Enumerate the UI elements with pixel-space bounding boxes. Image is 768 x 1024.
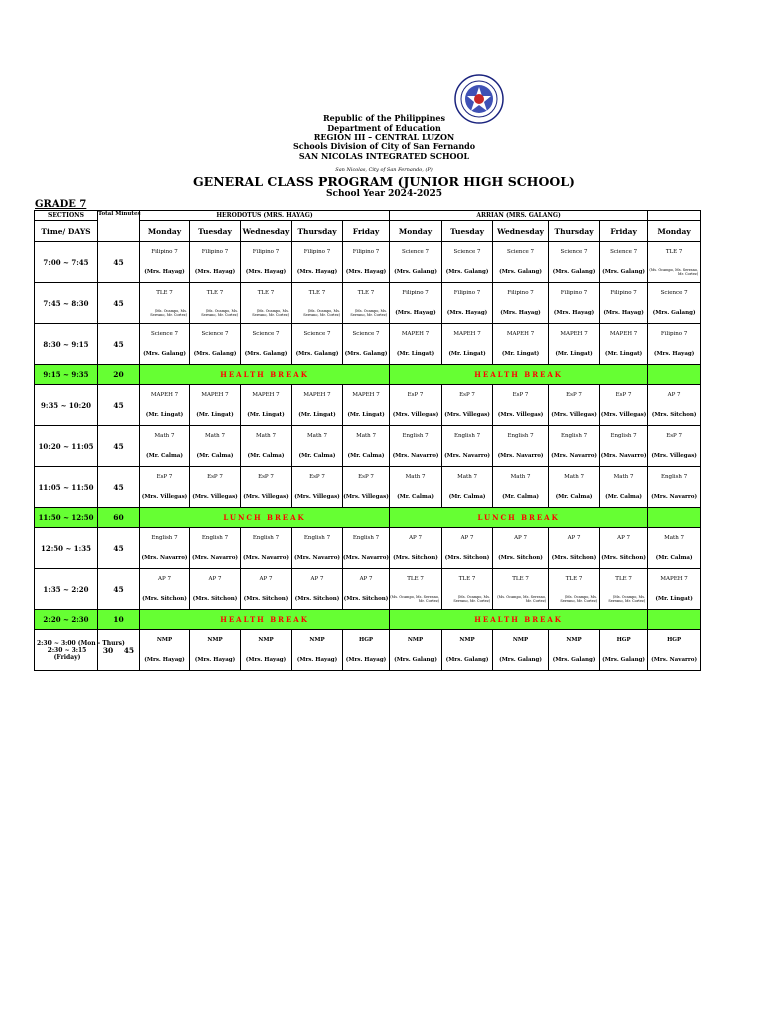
subject-cell: AP 7 [390, 528, 442, 549]
subject-cell: AP 7 [241, 569, 292, 590]
time-slot: 8:30 ~ 9:15 [35, 324, 98, 365]
day-header: Monday [390, 221, 442, 242]
division-heading: Schools Division of City of San Fernando [292, 141, 476, 151]
teacher-cell: (Mrs. Sitchon) [549, 548, 600, 569]
subject-cell: Science 7 [190, 324, 241, 345]
subject-cell: Filipino 7 [343, 242, 390, 263]
subject-cell: AP 7 [190, 569, 241, 590]
teacher-cell: (Mrs. Galang) [493, 262, 549, 283]
break-cell [648, 610, 701, 630]
subject-cell: AP 7 [292, 569, 343, 590]
section-arrian: ARRIAN (MRS. GALANG) [390, 211, 648, 221]
subject-cell: MAPEH 7 [190, 385, 241, 406]
time-line: (Friday) [53, 653, 81, 661]
teacher-cell: (Mrs. Villegas) [442, 405, 493, 426]
teacher-cell: (Mrs. Navarro) [343, 548, 390, 569]
subject-cell: TLE 7 [140, 283, 190, 304]
teacher-cell: (Mrs. Villegas) [241, 487, 292, 508]
subject-cell: AP 7 [493, 528, 549, 549]
subject-cell: TLE 7 [190, 283, 241, 304]
region-heading: REGION III – CENTRAL LUZON [313, 132, 455, 142]
teacher-cell: (Mrs. Navarro) [190, 548, 241, 569]
subject-cell: EsP 7 [549, 385, 600, 406]
teacher-cell: (Mrs. Villegas) [549, 405, 600, 426]
time-slot: 9:15 ~ 9:35 [35, 365, 98, 385]
subject-cell: Science 7 [648, 283, 701, 304]
total-minutes: 10 [98, 610, 140, 630]
table-row [35, 528, 701, 549]
teacher-cell: (Mrs. Hayag) [600, 303, 648, 324]
teacher-cell: (Ms. Ocampo, Ms. Serrano, Mr. Cortez) [390, 589, 442, 610]
total-minutes: 60 [98, 508, 140, 528]
teacher-cell: (Mrs. Villegas) [190, 487, 241, 508]
teacher-cell: (Mr. Lingat) [241, 405, 292, 426]
teacher-cell: (Mr. Calma) [549, 487, 600, 508]
teacher-cell: (Mrs. Navarro) [442, 446, 493, 467]
subject-cell: HGP [648, 630, 701, 651]
subject-cell: Science 7 [493, 242, 549, 263]
teacher-cell: (Mrs. Sitchon) [343, 589, 390, 610]
teacher-cell: (Mrs. Villegas) [493, 405, 549, 426]
subject-cell: TLE 7 [292, 283, 343, 304]
subject-cell: Math 7 [140, 426, 190, 447]
teacher-cell: (Mrs. Navarro) [241, 548, 292, 569]
teacher-cell: (Mrs. Navarro) [648, 650, 701, 671]
time-slot: 9:35 ~ 10:20 [35, 385, 98, 426]
total-minutes: 20 [98, 365, 140, 385]
teacher-cell: (Mrs. Navarro) [600, 446, 648, 467]
teacher-cell: (Ms. Ocampo, Ms. Serrano, Mr. Cortez) [493, 589, 549, 610]
subject-cell: Math 7 [442, 467, 493, 488]
subject-cell: HGP [600, 630, 648, 651]
page-title: GENERAL CLASS PROGRAM (JUNIOR HIGH SCHOOL) [193, 174, 575, 189]
subject-cell: Filipino 7 [648, 324, 701, 345]
teacher-cell: (Mrs. Galang) [390, 262, 442, 283]
teacher-cell: (Mrs. Sitchon) [600, 548, 648, 569]
teacher-cell: (Mr. Calma) [442, 487, 493, 508]
day-header: Wednesday [241, 221, 292, 242]
table-row [35, 242, 701, 263]
teacher-cell: (Mr. Lingat) [600, 344, 648, 365]
break-row [35, 365, 701, 385]
time-slot: 1:35 ~ 2:20 [35, 569, 98, 610]
subject-cell: EsP 7 [442, 385, 493, 406]
subject-cell: Math 7 [292, 426, 343, 447]
teacher-cell: (Ms. Ocampo, Ms. Serrano, Mr. Cortez) [549, 589, 600, 610]
subject-cell: AP 7 [648, 385, 701, 406]
table-row [35, 630, 701, 651]
subject-cell: AP 7 [549, 528, 600, 549]
subject-cell: English 7 [600, 426, 648, 447]
teacher-cell: (Mrs. Galang) [442, 650, 493, 671]
subject-cell: EsP 7 [190, 467, 241, 488]
subject-cell: NMP [292, 630, 343, 651]
subject-cell: Science 7 [241, 324, 292, 345]
subject-cell: NMP [549, 630, 600, 651]
subject-cell: MAPEH 7 [648, 569, 701, 590]
subject-cell: AP 7 [442, 528, 493, 549]
teacher-cell: (Mrs. Sitchon) [390, 548, 442, 569]
teacher-cell: (Mr. Calma) [140, 446, 190, 467]
table-row [35, 283, 701, 304]
day-header: Wednesday [493, 221, 549, 242]
break-label: HEALTH BREAK [390, 365, 648, 385]
subject-cell: TLE 7 [493, 569, 549, 590]
time-slot: 7:45 ~ 8:30 [35, 283, 98, 324]
subject-cell: NMP [442, 630, 493, 651]
subject-cell: Filipino 7 [140, 242, 190, 263]
teacher-cell: (Mrs. Galang) [190, 344, 241, 365]
break-row [35, 508, 701, 528]
subject-cell: MAPEH 7 [549, 324, 600, 345]
teacher-cell: (Ms. Ocampo, Ms. Serrano, Mr. Cortez) [343, 303, 390, 324]
subject-cell: English 7 [241, 528, 292, 549]
subject-cell: NMP [190, 630, 241, 651]
subject-cell: Science 7 [140, 324, 190, 345]
teacher-cell: (Mrs. Navarro) [648, 487, 701, 508]
subject-cell: MAPEH 7 [241, 385, 292, 406]
subject-cell: Filipino 7 [549, 283, 600, 304]
teacher-cell: (Mrs. Villegas) [390, 405, 442, 426]
time-line: 2:30 ~ 3:15 [47, 646, 87, 654]
subject-cell: Filipino 7 [241, 242, 292, 263]
day-header: Friday [343, 221, 390, 242]
grade-label: GRADE 7 [35, 199, 87, 210]
subject-cell: Science 7 [390, 242, 442, 263]
teacher-cell: (Mrs. Navarro) [390, 446, 442, 467]
table-row [35, 467, 701, 488]
subject-cell: EsP 7 [241, 467, 292, 488]
subject-cell: English 7 [493, 426, 549, 447]
subject-cell: Filipino 7 [493, 283, 549, 304]
subject-cell: English 7 [390, 426, 442, 447]
subject-cell: EsP 7 [648, 426, 701, 447]
subject-cell: EsP 7 [343, 467, 390, 488]
teacher-cell: (Mr. Calma) [493, 487, 549, 508]
subject-cell: TLE 7 [648, 242, 701, 263]
teacher-cell: (Mrs. Sitchon) [140, 589, 190, 610]
day-header: Friday [600, 221, 648, 242]
subject-cell: TLE 7 [343, 283, 390, 304]
school-year: School Year 2024-2025 [326, 189, 442, 199]
subject-cell: MAPEH 7 [292, 385, 343, 406]
teacher-cell: (Mrs. Villegas) [648, 446, 701, 467]
subject-cell: Science 7 [292, 324, 343, 345]
day-header: Monday [648, 221, 701, 242]
teacher-cell: (Mrs. Sitchon) [648, 405, 701, 426]
class-schedule-table [34, 210, 701, 671]
subject-cell: MAPEH 7 [390, 324, 442, 345]
subject-cell: NMP [493, 630, 549, 651]
section-extra [648, 211, 701, 221]
section-herodotus: HERODOTUS (MRS. HAYAG) [140, 211, 390, 221]
teacher-cell: (Mrs. Galang) [140, 344, 190, 365]
teacher-cell: (Mr. Lingat) [390, 344, 442, 365]
teacher-cell: (Mrs. Navarro) [493, 446, 549, 467]
subject-cell: NMP [241, 630, 292, 651]
teacher-cell: (Mr. Calma) [648, 548, 701, 569]
teacher-cell: (Mrs. Galang) [549, 650, 600, 671]
subject-cell: Science 7 [442, 242, 493, 263]
subject-cell: English 7 [549, 426, 600, 447]
break-label: LUNCH BREAK [140, 508, 390, 528]
subject-cell: Math 7 [241, 426, 292, 447]
subject-cell: TLE 7 [241, 283, 292, 304]
teacher-cell: (Mrs. Navarro) [549, 446, 600, 467]
school-heading: SAN NICOLAS INTEGRATED SCHOOL [298, 151, 470, 161]
teacher-cell: (Mrs. Galang) [241, 344, 292, 365]
teacher-cell: (Mrs. Navarro) [140, 548, 190, 569]
teacher-cell: (Mrs. Hayag) [390, 303, 442, 324]
subject-cell: MAPEH 7 [140, 385, 190, 406]
subject-cell: AP 7 [600, 528, 648, 549]
teacher-cell: (Mrs. Sitchon) [190, 589, 241, 610]
subject-cell: Math 7 [390, 467, 442, 488]
teacher-cell: (Mr. Calma) [343, 446, 390, 467]
time-slot: 2:20 ~ 2:30 [35, 610, 98, 630]
subject-cell: Science 7 [600, 242, 648, 263]
table-row [35, 426, 701, 447]
department-heading: Department of Education [327, 123, 441, 133]
subject-cell: EsP 7 [493, 385, 549, 406]
teacher-cell: (Mr. Lingat) [190, 405, 241, 426]
break-label: HEALTH BREAK [140, 365, 390, 385]
break-label: HEALTH BREAK [390, 610, 648, 630]
teacher-cell: (Mrs. Villegas) [600, 405, 648, 426]
teacher-cell: (Mrs. Hayag) [190, 650, 241, 671]
subject-cell: English 7 [343, 528, 390, 549]
subject-cell: TLE 7 [390, 569, 442, 590]
total-minutes: 45 [98, 385, 140, 426]
teacher-cell: (Mrs. Villegas) [343, 487, 390, 508]
table-row [35, 569, 701, 590]
teacher-cell: (Mr. Lingat) [442, 344, 493, 365]
teacher-cell: (Mr. Lingat) [292, 405, 343, 426]
subject-cell: Filipino 7 [390, 283, 442, 304]
teacher-cell: (Mr. Lingat) [343, 405, 390, 426]
teacher-cell: (Mrs. Sitchon) [292, 589, 343, 610]
subject-cell: Filipino 7 [190, 242, 241, 263]
subject-cell: Math 7 [600, 467, 648, 488]
total-minutes: 45 [98, 528, 140, 569]
teacher-cell: (Mrs. Hayag) [190, 262, 241, 283]
teacher-cell: (Mr. Lingat) [493, 344, 549, 365]
teacher-cell: (Mr. Lingat) [140, 405, 190, 426]
subject-cell: TLE 7 [600, 569, 648, 590]
subject-cell: English 7 [442, 426, 493, 447]
subject-cell: Math 7 [493, 467, 549, 488]
teacher-cell: (Ms. Ocampo, Ms. Serrano, Mr. Cortez) [442, 589, 493, 610]
time-days-label: Time/ DAYS [35, 221, 98, 242]
teacher-cell: (Mrs. Hayag) [241, 650, 292, 671]
subject-cell: Math 7 [648, 528, 701, 549]
break-row [35, 610, 701, 630]
day-header: Tuesday [442, 221, 493, 242]
subject-cell: EsP 7 [600, 385, 648, 406]
subject-cell: MAPEH 7 [343, 385, 390, 406]
total-minutes-label: Total Minutes [98, 211, 140, 242]
teacher-cell: (Ms. Ocampo, Ms. Serrano, Mr. Cortez) [292, 303, 343, 324]
teacher-cell: (Mrs. Hayag) [343, 650, 390, 671]
time-line: 2:30 ~ 3:00 (Mon - Thurs) [37, 639, 125, 647]
time-slot: 12:50 ~ 1:35 [35, 528, 98, 569]
teacher-cell: (Mr. Lingat) [648, 589, 701, 610]
teacher-cell: (Mr. Calma) [390, 487, 442, 508]
teacher-cell: (Mr. Lingat) [549, 344, 600, 365]
subject-cell: Filipino 7 [442, 283, 493, 304]
subject-cell: TLE 7 [442, 569, 493, 590]
break-cell [648, 365, 701, 385]
teacher-cell: (Mrs. Villegas) [140, 487, 190, 508]
republic-heading: Republic of the Philippines [322, 113, 445, 123]
subject-cell: English 7 [648, 467, 701, 488]
subject-cell: NMP [140, 630, 190, 651]
teacher-cell: (Mrs. Galang) [292, 344, 343, 365]
teacher-cell: (Mrs. Hayag) [140, 262, 190, 283]
break-cell [648, 508, 701, 528]
subject-cell: AP 7 [140, 569, 190, 590]
subject-cell: EsP 7 [140, 467, 190, 488]
total-minutes: 45 [98, 426, 140, 467]
subject-cell: Math 7 [190, 426, 241, 447]
total-minutes: 45 [98, 467, 140, 508]
teacher-cell: (Mrs. Hayag) [140, 650, 190, 671]
subject-cell: Filipino 7 [600, 283, 648, 304]
subject-cell: EsP 7 [390, 385, 442, 406]
total-minutes: 45 [98, 324, 140, 365]
total-minutes: 45 [98, 569, 140, 610]
teacher-cell: (Ms. Ocampo, Ms. Serrano, Mr. Cortez) [600, 589, 648, 610]
day-header: Tuesday [190, 221, 241, 242]
subject-cell: EsP 7 [292, 467, 343, 488]
teacher-cell: (Mrs. Sitchon) [442, 548, 493, 569]
teacher-cell: (Mrs. Hayag) [493, 303, 549, 324]
day-header: Monday [140, 221, 190, 242]
sections-label: SECTIONS [35, 211, 98, 221]
teacher-cell: (Mrs. Galang) [442, 262, 493, 283]
teacher-cell: (Mrs. Galang) [549, 262, 600, 283]
teacher-cell: (Mrs. Galang) [493, 650, 549, 671]
teacher-cell: (Mrs. Galang) [600, 650, 648, 671]
subject-cell: Math 7 [549, 467, 600, 488]
teacher-cell: (Mr. Calma) [241, 446, 292, 467]
teacher-cell: (Mr. Calma) [292, 446, 343, 467]
table-row [35, 324, 701, 345]
day-header: Thursday [549, 221, 600, 242]
teacher-cell: (Ms. Ocampo, Ms. Serrano, Mr. Cortez) [648, 262, 701, 283]
time-slot: 10:20 ~ 11:05 [35, 426, 98, 467]
break-label: HEALTH BREAK [140, 610, 390, 630]
address-line: San Nicolas, City of San Fernando, (P) [335, 167, 433, 173]
teacher-cell: (Mrs. Sitchon) [493, 548, 549, 569]
teacher-cell: (Mrs. Hayag) [241, 262, 292, 283]
teacher-cell: (Mrs. Sitchon) [241, 589, 292, 610]
teacher-cell: (Mrs. Hayag) [292, 262, 343, 283]
time-slot: 11:05 ~ 11:50 [35, 467, 98, 508]
teacher-cell: (Mrs. Galang) [343, 344, 390, 365]
teacher-cell: (Ms. Ocampo, Ms. Serrano, Mr. Cortez) [190, 303, 241, 324]
teacher-cell: (Ms. Ocampo, Ms. Serrano, Mr. Cortez) [241, 303, 292, 324]
teacher-cell: (Mrs. Navarro) [292, 548, 343, 569]
subject-cell: MAPEH 7 [493, 324, 549, 345]
subject-cell: MAPEH 7 [442, 324, 493, 345]
subject-cell: Filipino 7 [292, 242, 343, 263]
teacher-cell: (Mrs. Galang) [390, 650, 442, 671]
teacher-cell: (Mrs. Hayag) [549, 303, 600, 324]
teacher-cell: (Mrs. Hayag) [343, 262, 390, 283]
teacher-cell: (Ms. Ocampo, Ms. Serrano, Mr. Cortez) [140, 303, 190, 324]
subject-cell: English 7 [140, 528, 190, 549]
day-header: Thursday [292, 221, 343, 242]
total-minutes: 30 45 [98, 630, 140, 671]
subject-cell: Science 7 [343, 324, 390, 345]
time-slot: 11:50 ~ 12:50 [35, 508, 98, 528]
subject-cell: HGP [343, 630, 390, 651]
total-minutes: 45 [98, 242, 140, 283]
teacher-cell: (Mrs. Galang) [648, 303, 701, 324]
subject-cell: Math 7 [343, 426, 390, 447]
break-label: LUNCH BREAK [390, 508, 648, 528]
teacher-cell: (Mrs. Hayag) [648, 344, 701, 365]
table-row [35, 385, 701, 406]
subject-cell: English 7 [292, 528, 343, 549]
subject-cell: MAPEH 7 [600, 324, 648, 345]
total-minutes: 45 [98, 283, 140, 324]
teacher-cell: (Mr. Calma) [600, 487, 648, 508]
subject-cell: NMP [390, 630, 442, 651]
teacher-cell: (Mrs. Villegas) [292, 487, 343, 508]
teacher-cell: (Mrs. Galang) [600, 262, 648, 283]
time-slot: 7:00 ~ 7:45 [35, 242, 98, 283]
subject-cell: English 7 [190, 528, 241, 549]
subject-cell: TLE 7 [549, 569, 600, 590]
teacher-cell: (Mr. Calma) [190, 446, 241, 467]
subject-cell: AP 7 [343, 569, 390, 590]
teacher-cell: (Mrs. Hayag) [292, 650, 343, 671]
subject-cell: Science 7 [549, 242, 600, 263]
teacher-cell: (Mrs. Hayag) [442, 303, 493, 324]
